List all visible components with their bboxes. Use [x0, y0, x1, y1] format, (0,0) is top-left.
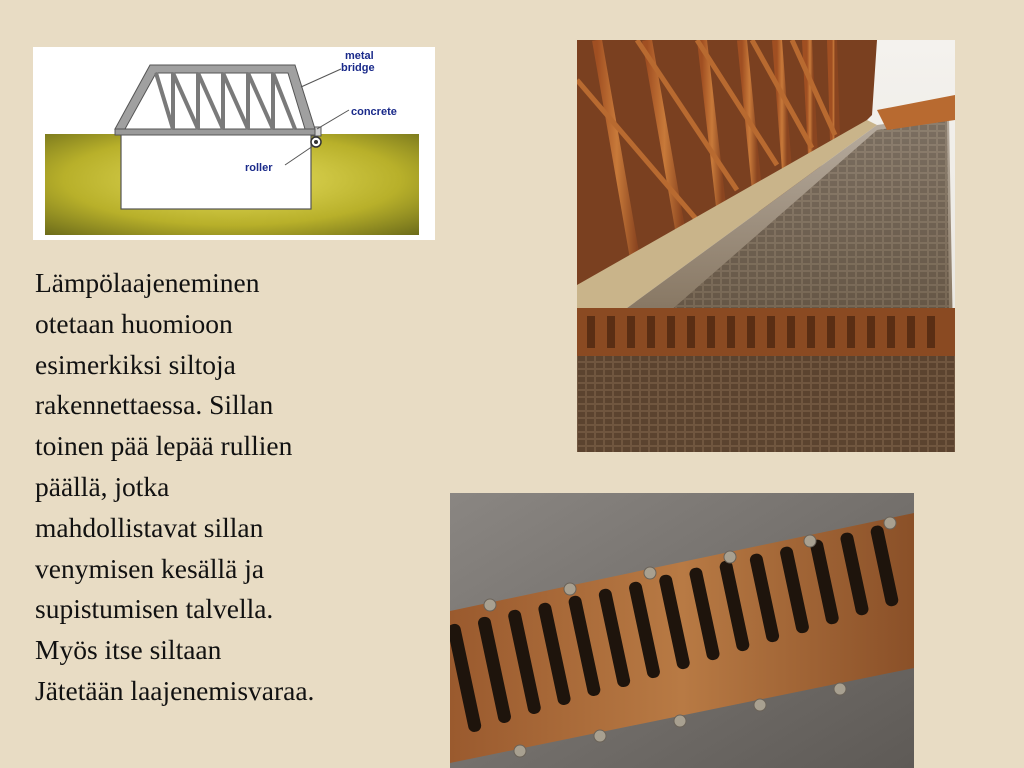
abutment-pit: [121, 134, 311, 209]
body-line: supistumisen talvella.: [35, 593, 274, 625]
deck-photo-svg: [577, 40, 955, 452]
expansion-joint-photo: [450, 493, 914, 768]
label-concrete: concrete: [351, 106, 397, 118]
truss-members: [156, 73, 295, 129]
bridge-expansion-diagram: [33, 47, 435, 240]
truss-deck: [115, 129, 315, 135]
body-line: Myös itse siltaan: [35, 634, 222, 666]
diagram-svg: [33, 47, 435, 240]
label-roller: roller: [245, 162, 273, 174]
bridge-deck-photo: [577, 40, 955, 452]
body-line: toinen pää lepää rullien: [35, 430, 293, 462]
body-line: otetaan huomioon: [35, 307, 233, 339]
body-line: päällä, jotka: [35, 470, 170, 502]
label-metal: metal: [345, 50, 374, 62]
label-bridge: bridge: [341, 62, 375, 74]
joint-photo-svg: [450, 493, 914, 768]
body-line: rakennettaessa. Sillan: [35, 389, 274, 421]
body-line: mahdollistavat sillan: [35, 511, 264, 543]
body-line: Jätetään laajenemisvaraa.: [35, 674, 315, 706]
body-text: [35, 263, 435, 712]
body-line: esimerkiksi siltoja: [35, 348, 236, 380]
body-line: venymisen kesällä ja: [35, 552, 265, 584]
truss-frame: [115, 65, 315, 129]
body-line: Lämpölaajeneminen: [35, 267, 260, 298]
